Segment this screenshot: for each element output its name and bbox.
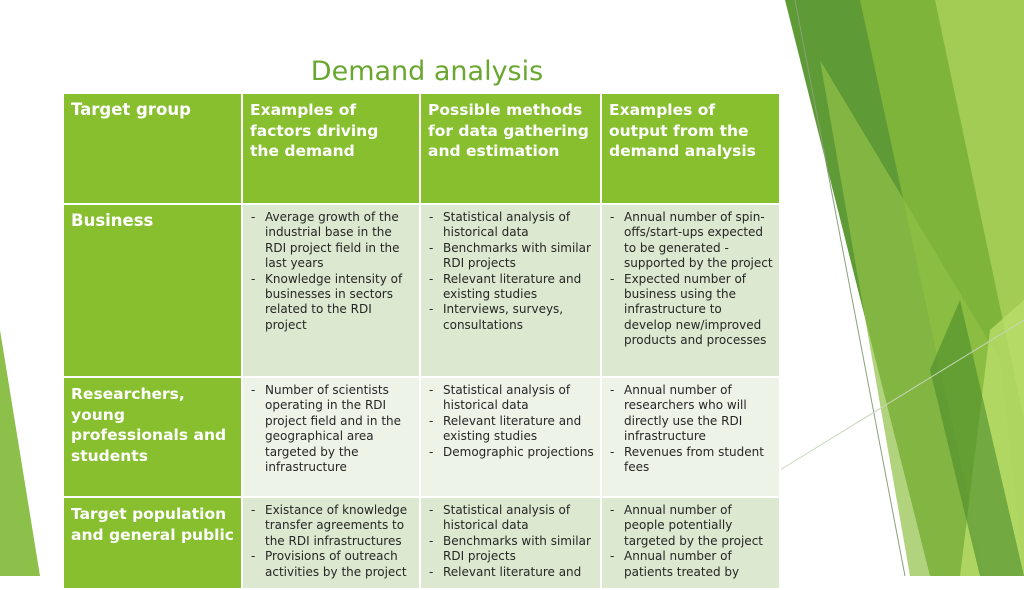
list-item: - Average growth of the industrial base in the RDI project field in the last years — [251, 210, 413, 272]
page-title: Demand analysis — [310, 56, 544, 87]
table-row — [63, 204, 780, 377]
methods-cell — [420, 497, 601, 589]
factors-cell — [242, 497, 420, 589]
list-item: - Benchmarks with similar RDI projects — [429, 241, 594, 272]
list-item: - Existance of knowledge transfer agreements to the RDI infrastructures — [251, 503, 413, 549]
header-methods: Possible methods for data gathering and estimation — [420, 93, 601, 204]
header-target-group: Target group — [63, 93, 242, 204]
list-item: - Expected number of business using the infrastructure to develop new/improved products and processes — [610, 272, 773, 349]
factors-cell — [242, 204, 420, 377]
list-item: - Statistical analysis of historical data — [429, 503, 594, 534]
list-item: - Statistical analysis of historical data — [429, 383, 594, 414]
list-item: - Relevant literature and existing studies — [429, 414, 594, 445]
list-item: - Relevant literature and — [429, 565, 594, 580]
table-row — [63, 377, 780, 497]
header-factors: Examples of factors driving the demand — [242, 93, 420, 204]
list-item: - Demographic projections — [429, 445, 594, 460]
outputs-cell — [601, 204, 780, 377]
list-item: - Annual number of patients treated by — [610, 549, 773, 580]
list-item: - Revenues from student fees — [610, 445, 773, 476]
list-item: - Statistical analysis of historical data — [429, 210, 594, 241]
table-row — [63, 497, 780, 589]
list-item: - Benchmarks with similar RDI projects — [429, 534, 594, 565]
outputs-cell — [601, 377, 780, 497]
row-group-business: Business — [63, 204, 242, 377]
row-group-target-population: Target population and general public — [63, 497, 242, 589]
list-item: - Annual number of spin-offs/start-ups expected to be generated - supported by the project — [610, 210, 773, 272]
table-header-row — [63, 93, 780, 204]
list-item: - Interviews, surveys, consultations — [429, 302, 594, 333]
factors-cell — [242, 377, 420, 497]
list-item: - Annual number of researchers who will directly use the RDI infrastructure — [610, 383, 773, 445]
list-item: - Number of scientists operating in the RDI project field and in the geographical area targeted by the infrastructure — [251, 383, 413, 475]
methods-cell — [420, 377, 601, 497]
list-item: - Knowledge intensity of businesses in sectors related to the RDI project — [251, 272, 413, 334]
methods-cell — [420, 204, 601, 377]
row-group-researchers: Researchers, young professionals and students — [63, 377, 242, 497]
demand-analysis-table — [62, 92, 781, 590]
list-item: - Provisions of outreach activities by the project — [251, 549, 413, 580]
list-item: - Annual number of people potentially targeted by the project — [610, 503, 773, 549]
outputs-cell — [601, 497, 780, 589]
header-outputs: Examples of output from the demand analysis — [601, 93, 780, 204]
list-item: - Relevant literature and existing studies — [429, 272, 594, 303]
